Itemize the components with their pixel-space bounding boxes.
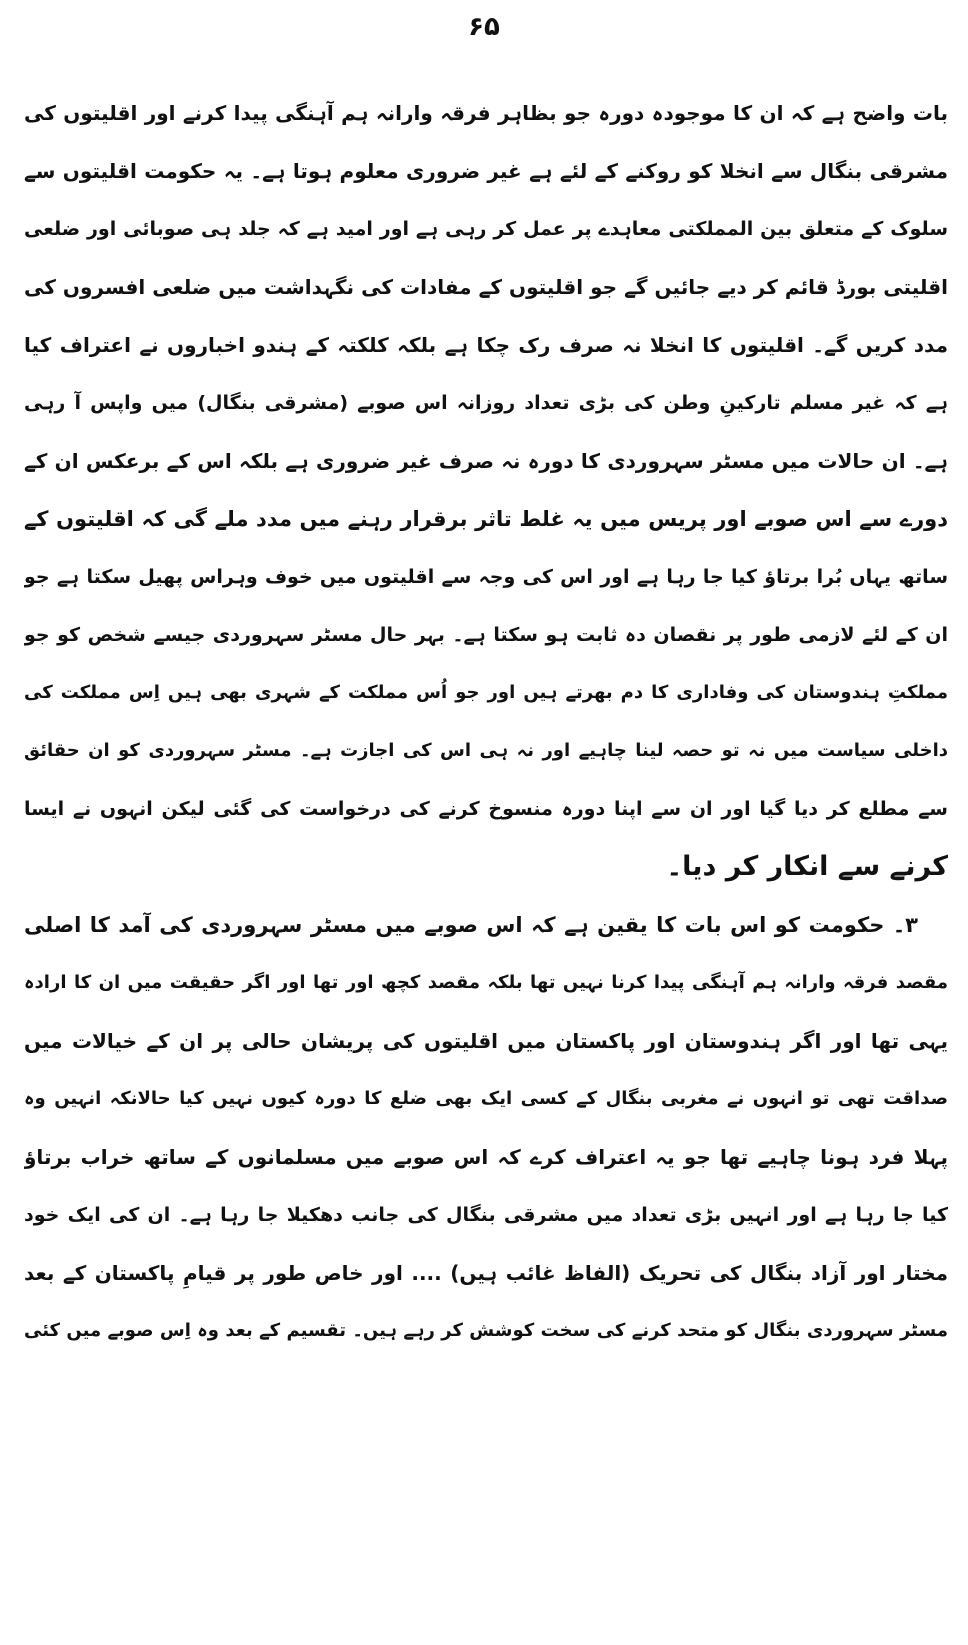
text-line-paragraph-start: ۳۔ حکومت کو اس بات کا یقین ہے کہ اس صوبے میں مسٹر سہروردی کی آمد کا اصلی <box>24 913 918 937</box>
text-line: مشرقی بنگال سے انخلا کو روکنے کے لئے ہے غیر ضروری معلوم ہوتا ہے۔ یہ حکومت اقلیتوں سے <box>24 159 948 183</box>
text-line: ان کے لئے لازمی طور پر نقصان دہ ثابت ہو سکتا ہے۔ بہر حال مسٹر سہروردی جیسے شخص کو جو <box>24 624 948 646</box>
text-line: مختار اور آزاد بنگال کی تحریک (الفاظ غائب ہیں) .... اور خاص طور پر قیامِ پاکستان کے بعد <box>24 1261 948 1285</box>
text-line: ہے۔ ان حالات میں مسٹر سہروردی کا دورہ نہ صرف غیر ضروری ہے بلکہ اس کے برعکس ان کے <box>24 449 948 473</box>
text-line-paragraph-end: کرنے سے انکار کر دیا۔ <box>666 851 948 882</box>
page-number: ۶۵ <box>468 12 500 42</box>
text-line: سلوک کے متعلق بین المملکتی معاہدے پر عمل کر رہی ہے اور امید ہے کہ جلد ہی صوبائی اور ضلعی <box>24 218 948 240</box>
text-line: پہلا فرد ہونا چاہیے تھا جو یہ اعتراف کرے کہ اس صوبے میں مسلمانوں کے ساتھ خراب برتاؤ <box>24 1145 948 1169</box>
text-line: ہے کہ غیر مسلم تارکینِ وطن کی بڑی تعداد روزانہ اس صوبے (مشرقی بنگال) میں واپس آ رہی <box>24 392 948 414</box>
text-line: مملکتِ ہندوستان کی وفاداری کا دم بھرتے ہیں اور جو اُس مملکت کے شہری بھی ہیں اِس مملکت کی <box>24 682 948 703</box>
body-text <box>24 84 948 1360</box>
text-line: ساتھ یہاں بُرا برتاؤ کیا جا رہا ہے اور اس کی وجہ سے اقلیتوں میں خوف وہراس پھیل سکتا ہے جو <box>24 566 948 588</box>
text-line: مسٹر سہروردی بنگال کو متحد کرنے کی سخت کوشش کر رہے ہیں۔ تقسیم کے بعد وہ اِس صوبے میں کئی <box>24 1320 948 1341</box>
text-line: داخلی سیاست میں نہ تو حصہ لینا چاہیے اور نہ ہی اس کی اجازت ہے۔ مسٹر سہروردی کو ان حقائق <box>24 740 948 761</box>
text-line: اقلیتی بورڈ قائم کر دیے جائیں گے جو اقلیتوں کے مفادات کی نگہداشت میں ضلعی افسروں کی <box>24 275 948 299</box>
text-line: یہی تھا اور اگر ہندوستان اور پاکستان میں اقلیتوں کی پریشان حالی پر ان کے خیالات میں <box>24 1029 948 1053</box>
text-line: بات واضح ہے کہ ان کا موجودہ دورہ جو بظاہر فرقہ وارانہ ہم آہنگی پیدا کرنے اور اقلیتوں کی <box>24 101 948 125</box>
text-line: مدد کریں گے۔ اقلیتوں کا انخلا نہ صرف رک چکا ہے بلکہ کلکتہ کے ہندو اخباروں نے اعتراف کیا <box>24 333 948 357</box>
text-line: سے مطلع کر دیا گیا اور ان سے اپنا دورہ منسوخ کرنے کی درخواست کی گئی لیکن انہوں نے ایسا <box>24 798 948 820</box>
text-line: مقصد فرقہ وارانہ ہم آہنگی پیدا کرنا نہیں تھا بلکہ مقصد کچھ اور تھا اور اگر حقیقت میں ان کا ارادہ <box>24 972 948 993</box>
text-line: صداقت تھی تو انہوں نے مغربی بنگال کے کسی ایک بھی ضلع کا دورہ کیوں نہیں کیا حالانکہ انہیں وہ <box>24 1088 948 1109</box>
text-line: کیا جا رہا ہے اور انہیں بڑی تعداد میں مشرقی بنگال کی جانب دھکیلا جا رہا ہے۔ ان کی ایک خود <box>24 1204 948 1226</box>
text-line: دورے سے اس صوبے اور پریس میں یہ غلط تاثر برقرار رہنے میں مدد ملے گی کہ اقلیتوں کے <box>24 507 948 531</box>
